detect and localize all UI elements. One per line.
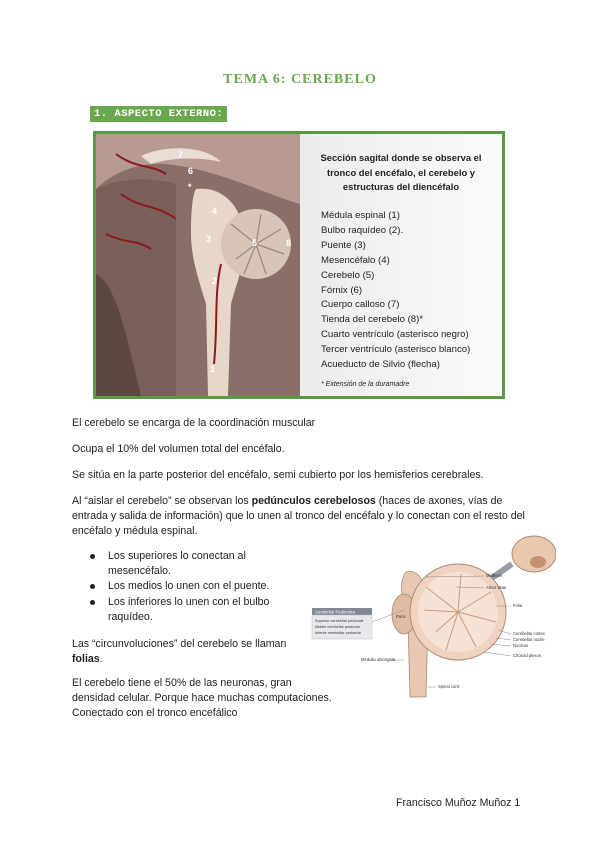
bullet-item bbox=[90, 579, 300, 594]
label-arbor-vitae: Arbor vitae bbox=[486, 585, 507, 590]
label-nucleus: Nucleus bbox=[513, 643, 529, 648]
legend-item: Mesencéfalo (4) bbox=[321, 254, 390, 266]
legend-item: Bulbo raquídeo (2). bbox=[321, 224, 404, 236]
legend-list bbox=[321, 209, 470, 373]
photo-number-6: 6 bbox=[188, 166, 194, 176]
paragraph-folias bbox=[72, 637, 307, 667]
photo-number-4: 4 bbox=[212, 206, 218, 216]
peduncles-box-item: Inferior cerebellar peduncle bbox=[315, 631, 362, 635]
photo-number-7: 7 bbox=[178, 150, 184, 160]
label-choroid-plexus: Choroid plexus bbox=[513, 653, 541, 658]
legend-item: Acueducto de Silvio (flecha) bbox=[321, 359, 440, 371]
legend-item: Cuarto ventrículo (asterisco negro) bbox=[321, 329, 469, 341]
folias-text-a: Las “circunvoluciones” del cerebelo se llaman bbox=[72, 638, 287, 650]
peduncles-box-item: Superior cerebellar peduncle bbox=[315, 619, 364, 623]
bullet-item bbox=[90, 549, 300, 579]
bullet-dot bbox=[90, 554, 95, 559]
peduncles-box-title: Cerebellar Peduncles bbox=[315, 609, 356, 615]
legend-item: Cuerpo calloso (7) bbox=[321, 299, 400, 311]
peduncles-bold: pedúnculos cerebelosos bbox=[251, 495, 376, 507]
bullet-dot bbox=[90, 584, 95, 589]
bullet-item bbox=[90, 595, 300, 625]
label-cerebellar-cortex: Cerebellar cortex bbox=[513, 631, 545, 636]
sagittal-section-photo bbox=[96, 134, 300, 396]
bullet-text: Los medios lo unen con el puente. bbox=[108, 580, 270, 593]
bullet-text: Los inferiores lo unen con el bulbo raquídeo. bbox=[108, 595, 270, 623]
label-medulla: Medulla oblongata bbox=[361, 657, 396, 662]
section-heading: 1. ASPECTO EXTERNO: bbox=[90, 106, 227, 122]
bullet-dot bbox=[90, 600, 95, 605]
paragraph-neurons: El cerebelo tiene el 50% de las neuronas, gran densidad celular. Porque hace muchas computaciones. Conectado con el tronco encefálico bbox=[72, 677, 332, 719]
cerebellum-illustration bbox=[306, 532, 556, 702]
label-cerebellar-nuclei: Cerebellar nuclei bbox=[513, 637, 545, 642]
photo-asterisk: * bbox=[188, 182, 192, 192]
legend-note: * Extensión de la duramadre bbox=[321, 381, 410, 388]
paragraph-location: Se sitúa en la parte posterior del encéfalo, semi cubierto por los hemisferios cerebrales. bbox=[72, 469, 484, 481]
label-spinal-cord: Spinal cord bbox=[438, 684, 459, 689]
photo-number-1: 1 bbox=[210, 364, 216, 374]
page-footer: Francisco Muñoz Muñoz 1 bbox=[396, 797, 521, 809]
paragraph-coordination: El cerebelo se encarga de la coordinación muscular bbox=[72, 417, 316, 429]
label-midbrain: Midbrain bbox=[486, 573, 503, 578]
figure-legend bbox=[300, 134, 502, 396]
paragraph-volume: Ocupa el 10% del volumen total del encéfalo. bbox=[72, 443, 285, 455]
legend-item: Puente (3) bbox=[321, 239, 366, 251]
legend-item: Tercer ventrículo (asterisco blanco) bbox=[321, 344, 471, 356]
label-pons: Pons bbox=[396, 614, 406, 619]
peduncles-box-item: Middle cerebellar peduncle bbox=[315, 625, 361, 629]
peduncles-text-b: (haces de axones, vías de entrada y salida de información) que lo unen al tronco del encéfalo y lo conectan con el resto del encéfalo y médula espinal. bbox=[72, 495, 525, 537]
legend-item: Tienda del cerebelo (8)* bbox=[321, 314, 424, 326]
label-folia: Folia bbox=[513, 603, 523, 608]
bullet-text: Los superiores lo conectan al mesencéfalo. bbox=[108, 550, 246, 578]
legend-title: Sección sagital donde se observa el tronco del encéfalo, el cerebelo y estructuras del diencéfalo bbox=[320, 152, 482, 192]
peduncles-text-a: Al “aislar el cerebelo” se observan los bbox=[72, 495, 252, 507]
photo-number-5: 5 bbox=[252, 238, 258, 248]
photo-number-8: 8 bbox=[286, 238, 292, 248]
legend-item: Fórnix (6) bbox=[321, 284, 363, 296]
peduncle-bullet-list bbox=[90, 549, 300, 625]
legend-item: Cerebelo (5) bbox=[321, 269, 375, 281]
folias-bold: folias bbox=[72, 653, 100, 665]
legend-item: Médula espinal (1) bbox=[321, 210, 400, 221]
sagittal-section-figure bbox=[93, 131, 505, 399]
photo-number-2: 2 bbox=[212, 276, 218, 286]
folias-text-b: . bbox=[99, 653, 103, 665]
photo-number-3: 3 bbox=[206, 234, 212, 244]
page-title: TEMA 6: CEREBELO bbox=[223, 72, 377, 87]
